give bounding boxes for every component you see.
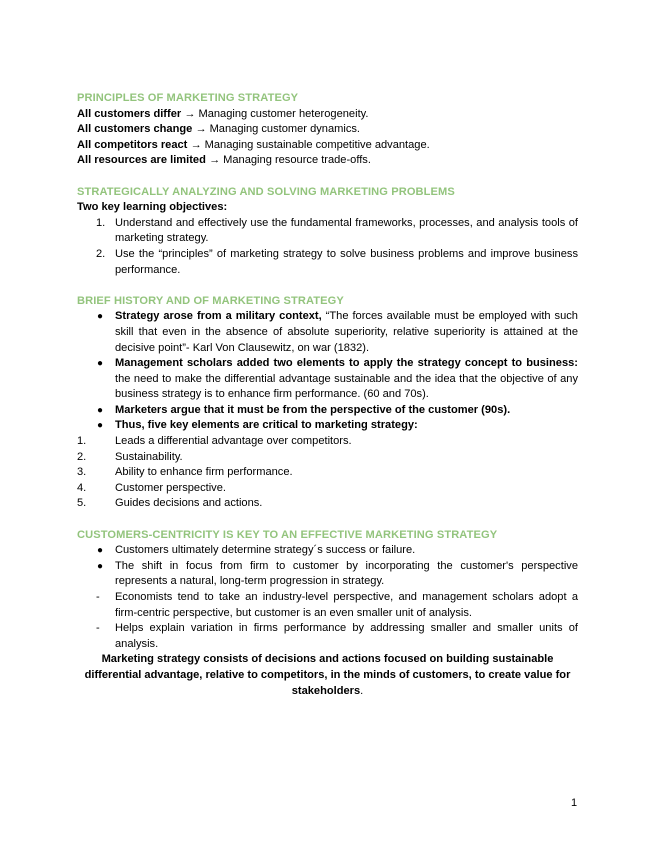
- bullet-icon: ●: [97, 560, 104, 572]
- list-item: [77, 465, 578, 481]
- principle-line: [77, 153, 578, 169]
- principle-bold: All resources are limited: [77, 154, 206, 167]
- list-item-text: Sustainability.: [115, 450, 183, 463]
- principle-text: Managing customer dynamics.: [209, 123, 361, 136]
- list-number: 2.: [77, 450, 87, 463]
- bullet-icon: ●: [97, 311, 104, 323]
- list-item-text: Leads a differential advantage over competitors.: [115, 435, 352, 448]
- section-heading-analyzing: STRATEGICALLY ANALYZING AND SOLVING MARKETING PROBLEMS: [77, 185, 455, 198]
- principle-bold: All customers differ: [77, 107, 182, 120]
- bullet-text: Customers ultimately determine strategy´s success or failure.: [115, 544, 416, 557]
- arrow-glyph: →: [205, 154, 224, 167]
- bullet-item: [77, 543, 578, 559]
- bullet-icon: ●: [97, 545, 104, 557]
- principle-line: [77, 107, 578, 123]
- dash-item: [77, 590, 578, 621]
- bullet-item: [77, 356, 578, 403]
- bullet-text: the need to make the differential advantage sustainable and the idea that the objective of any business strategy is to enhance firm performance. (60 and 70s).: [115, 372, 578, 401]
- key-elements-list: [77, 434, 578, 512]
- dash-item: [77, 621, 578, 652]
- list-number: 4.: [77, 481, 87, 494]
- list-item: [77, 434, 578, 450]
- list-item: [77, 247, 578, 278]
- list-number: 1.: [96, 216, 106, 229]
- list-item: [77, 216, 578, 247]
- list-item-text: Ability to enhance firm performance.: [115, 466, 293, 479]
- dash-icon: -: [96, 591, 100, 603]
- bullet-bold: Management scholars added two elements to apply the strategy concept to business:: [115, 357, 578, 370]
- section-heading-principles: PRINCIPLES OF MARKETING STRATEGY: [77, 92, 299, 104]
- objectives-list: [77, 216, 578, 278]
- bullet-bold: Strategy arose from a military context,: [115, 310, 322, 323]
- principle-bold: All competitors react: [77, 138, 188, 151]
- bullet-bold: Thus, five key elements are critical to marketing strategy:: [115, 419, 418, 432]
- list-number: 2.: [96, 247, 106, 260]
- bullet-item: [77, 418, 578, 434]
- page-content: [77, 91, 578, 699]
- bullet-text: The shift in focus from firm to customer by incorporating the customer's perspective represents a natural, long-term progression in strategy.: [115, 559, 578, 588]
- arrow-glyph: →: [181, 107, 199, 120]
- list-number: 5.: [77, 497, 87, 510]
- bullet-icon: ●: [97, 404, 104, 416]
- bullet-item: [77, 403, 578, 419]
- principle-line: [77, 138, 578, 154]
- bullet-bold: Marketers argue that it must be from the perspective of the customer (90s).: [115, 403, 511, 416]
- principle-text: Managing sustainable competitive advantage.: [204, 138, 430, 151]
- dash-text: Helps explain variation in firms performance by addressing smaller and smaller units of analysis.: [115, 622, 578, 650]
- section-heading-centricity: CUSTOMERS-CENTRICITY IS KEY TO AN EFFECTIVE MARKETING STRATEGY: [77, 528, 498, 541]
- section-heading-history: BRIEF HISTORY AND OF MARKETING STRATEGY: [77, 294, 344, 307]
- objectives-subheading: Two key learning objectives:: [77, 201, 228, 214]
- list-item: [77, 496, 578, 512]
- list-item: [77, 450, 578, 466]
- closing-statement: [77, 652, 578, 699]
- list-item-text: Guides decisions and actions.: [115, 497, 263, 510]
- centricity-list: [77, 543, 578, 652]
- history-bullets: [77, 309, 578, 434]
- bullet-icon: ●: [97, 358, 104, 370]
- list-item: [77, 481, 578, 497]
- list-number: 1.: [77, 435, 87, 448]
- principles-list: [77, 107, 578, 169]
- list-number: 3.: [77, 466, 87, 479]
- arrow-glyph: →: [187, 138, 205, 151]
- principle-text: Managing customer heterogeneity.: [198, 107, 369, 120]
- list-item-text: Customer perspective.: [115, 481, 226, 494]
- dash-text: Economists tend to take an industry-level perspective, and management scholars adopt a firm-centric perspective, but customer is an even smaller unit of analysis.: [115, 591, 578, 619]
- bullet-item: [77, 559, 578, 590]
- bullet-item: [77, 309, 578, 356]
- closing-period: .: [360, 684, 364, 697]
- list-item-text: Understand and effectively use the fundamental frameworks, processes, and analysis tools of marketing strategy.: [115, 216, 578, 245]
- dash-icon: -: [96, 622, 100, 635]
- list-item-text: Use the “principles” of marketing strategy to solve business problems and improve business performance.: [115, 247, 578, 276]
- bullet-text: “The forces available must be employed with such skill that even in the absence of absolute superiority, relative superiority is attained at the decisive point”- Karl Von Clausewitz, on war (1832).: [115, 310, 578, 354]
- principle-line: [77, 122, 578, 138]
- bullet-icon: ●: [97, 420, 104, 432]
- principle-bold: All customers change: [77, 123, 193, 136]
- closing-bold: Marketing strategy consists of decisions and actions focused on building sustainable differential advantage, relative to competitors, in the minds of customers, to create value for stakeholders: [84, 653, 571, 697]
- arrow-glyph: →: [192, 123, 210, 136]
- principle-text: Managing resource trade-offs.: [223, 154, 371, 167]
- page-number: 1: [571, 797, 578, 809]
